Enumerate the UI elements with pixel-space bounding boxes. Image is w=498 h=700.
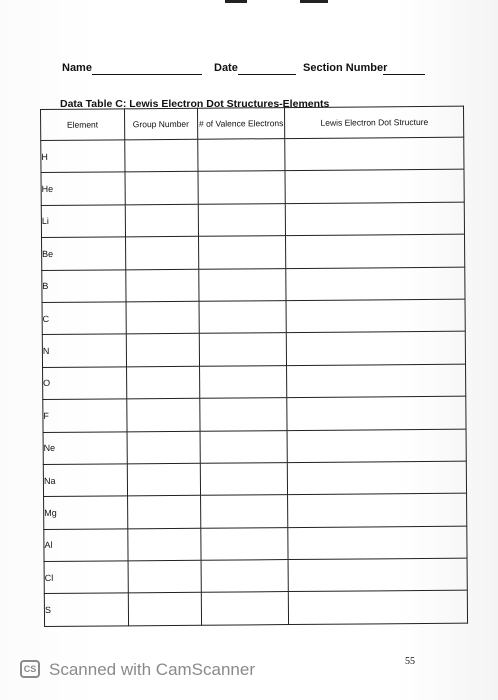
group-number-cell[interactable]	[126, 334, 199, 367]
group-number-cell[interactable]	[126, 301, 199, 334]
scan-edge-mark	[225, 0, 247, 3]
group-number-cell[interactable]	[125, 139, 198, 172]
valence-electrons-cell[interactable]	[198, 236, 286, 269]
table-row	[42, 267, 465, 303]
valence-electrons-cell[interactable]	[200, 527, 288, 560]
group-number-cell[interactable]	[125, 236, 198, 269]
valence-electrons-cell[interactable]	[200, 462, 288, 495]
element-symbol-cell: N	[42, 334, 126, 367]
valence-electrons-cell[interactable]	[198, 171, 286, 204]
table-row	[42, 332, 465, 368]
table-row	[43, 429, 466, 465]
table-row	[43, 396, 466, 432]
group-number-cell[interactable]	[127, 496, 200, 529]
group-number-cell[interactable]	[125, 172, 198, 205]
table-row	[42, 234, 465, 270]
element-symbol-cell: H	[41, 140, 125, 173]
table-row	[41, 202, 464, 238]
student-info-line	[62, 62, 442, 80]
element-symbol-cell: He	[41, 172, 125, 205]
name-label: Name	[62, 62, 92, 74]
table-header-row	[41, 106, 464, 140]
table-row	[43, 364, 466, 400]
lewis-structure-cell[interactable]	[288, 526, 467, 560]
table-title: Data Table C: Lewis Electron Dot Structures-Elements	[60, 98, 330, 110]
lewis-structure-cell[interactable]	[286, 234, 465, 268]
element-symbol-cell: Be	[42, 237, 126, 270]
valence-electrons-cell[interactable]	[198, 203, 286, 236]
table-row	[44, 591, 467, 627]
lewis-structure-cell[interactable]	[289, 558, 468, 592]
valence-electrons-cell[interactable]	[199, 333, 287, 366]
group-number-cell[interactable]	[125, 204, 198, 237]
lewis-structure-cell[interactable]	[287, 332, 466, 366]
scan-edge-mark	[300, 0, 328, 3]
group-number-cell[interactable]	[128, 560, 201, 593]
valence-electrons-cell[interactable]	[199, 398, 287, 431]
table-row	[41, 170, 464, 206]
lewis-structure-cell[interactable]	[287, 429, 466, 463]
column-header: Lewis Electron Dot Structure	[285, 106, 464, 138]
group-number-cell[interactable]	[128, 528, 201, 561]
valence-electrons-cell[interactable]	[200, 430, 288, 463]
date-label: Date	[214, 62, 238, 74]
valence-electrons-cell[interactable]	[199, 301, 287, 334]
element-symbol-cell: Li	[41, 205, 125, 238]
group-number-cell[interactable]	[127, 398, 200, 431]
table-body	[41, 137, 468, 626]
element-symbol-cell: O	[43, 367, 127, 400]
element-symbol-cell: S	[44, 593, 128, 626]
lewis-structures-table	[40, 106, 468, 627]
element-symbol-cell: Na	[43, 464, 127, 497]
element-symbol-cell: Al	[44, 529, 128, 562]
table-row	[44, 493, 467, 529]
lewis-structure-cell[interactable]	[285, 137, 464, 171]
group-number-cell[interactable]	[126, 269, 199, 302]
table-row	[43, 461, 466, 497]
group-number-cell[interactable]	[126, 366, 199, 399]
lewis-structure-cell[interactable]	[287, 364, 466, 398]
lewis-structure-cell[interactable]	[288, 461, 467, 495]
table-row	[44, 526, 467, 562]
camscanner-watermark: Scanned with CamScanner	[49, 660, 256, 679]
table-row	[44, 558, 467, 594]
element-symbol-cell: B	[42, 269, 126, 302]
group-number-cell[interactable]	[127, 463, 200, 496]
valence-electrons-cell[interactable]	[199, 365, 287, 398]
valence-electrons-cell[interactable]	[200, 495, 288, 528]
lewis-structure-cell[interactable]	[287, 396, 466, 430]
name-blank	[92, 74, 202, 75]
element-symbol-cell: Mg	[44, 496, 128, 529]
table-row	[42, 299, 465, 335]
lewis-structure-cell[interactable]	[285, 170, 464, 204]
element-symbol-cell: Ne	[43, 431, 127, 464]
table-row	[41, 137, 464, 173]
column-header: # of Valence Electrons	[197, 108, 285, 140]
element-symbol-cell: Cl	[44, 561, 128, 594]
date-blank	[238, 74, 296, 75]
lewis-structure-cell[interactable]	[286, 299, 465, 333]
element-symbol-cell: F	[43, 399, 127, 432]
valence-electrons-cell[interactable]	[201, 592, 289, 625]
lewis-structure-cell[interactable]	[288, 493, 467, 527]
camscanner-logo-icon: CS	[20, 660, 40, 678]
valence-electrons-cell[interactable]	[197, 139, 285, 172]
element-symbol-cell: C	[42, 302, 126, 335]
group-number-cell[interactable]	[127, 431, 200, 464]
section-number-label: Section Number	[303, 62, 388, 74]
column-header: Element	[41, 109, 125, 141]
lewis-structure-cell[interactable]	[286, 267, 465, 301]
column-header: Group Number	[124, 108, 197, 140]
group-number-cell[interactable]	[128, 593, 201, 626]
valence-electrons-cell[interactable]	[198, 268, 286, 301]
lewis-structure-cell[interactable]	[289, 591, 468, 625]
page-number: 55	[405, 656, 415, 667]
lewis-structure-cell[interactable]	[286, 202, 465, 236]
section-number-blank	[383, 74, 425, 75]
valence-electrons-cell[interactable]	[201, 560, 289, 593]
